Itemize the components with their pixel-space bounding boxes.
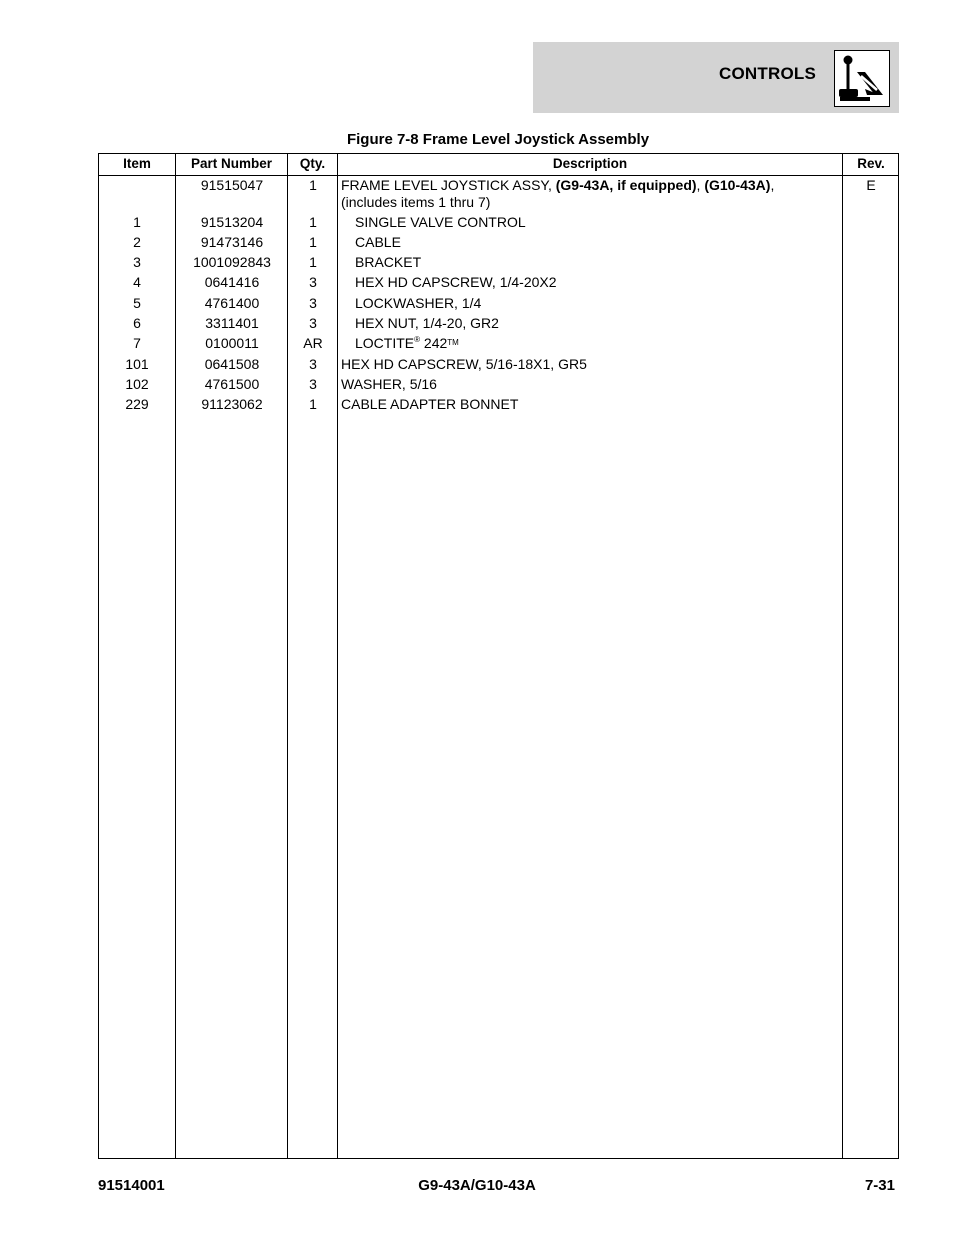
column-header-part-number: Part Number [190, 156, 273, 171]
cell-part-number: 0641416 [204, 274, 260, 290]
cell-part-number: 91515047 [200, 177, 264, 193]
desc-text: , [770, 177, 775, 193]
cell-item: 5 [133, 295, 141, 311]
cell-qty: 3 [309, 315, 317, 331]
desc-text-bold: (G9-43A, if equipped) [555, 177, 697, 193]
cell-qty: 3 [309, 274, 317, 290]
cell-qty: 1 [309, 177, 317, 193]
cell-description: LOCKWASHER, 1/4 [355, 295, 482, 311]
desc-text: , [696, 177, 705, 193]
section-title: CONTROLS [719, 64, 816, 83]
section-tab [533, 42, 899, 113]
cell-part-number: 0100011 [205, 335, 259, 351]
cell-description: BRACKET [355, 254, 422, 270]
cell-item: 102 [125, 376, 149, 392]
cell-part-number: 3311401 [205, 315, 259, 331]
cell-description: HEX NUT, 1/4-20, GR2 [355, 315, 499, 331]
desc-text: 242 [420, 335, 448, 351]
cell-rev: E [866, 177, 876, 193]
cell-description: CABLE [355, 234, 401, 250]
cell-qty: 1 [309, 396, 317, 412]
figure-title: Figure 7-8 Frame Level Joystick Assembly [346, 131, 650, 148]
cell-item: 7 [133, 335, 141, 351]
cell-part-number: 4761500 [204, 376, 260, 392]
column-header-qty: Qty. [299, 156, 326, 171]
cell-qty: 1 [309, 234, 317, 250]
cell-qty: 3 [309, 376, 317, 392]
cell-part-number: 91513204 [200, 214, 264, 230]
desc-text: LOCTITE [355, 335, 415, 351]
registered-mark: ® [414, 335, 421, 344]
cell-item: 6 [133, 315, 141, 331]
cell-description: WASHER, 5/16 [341, 376, 437, 392]
header-divider [99, 175, 898, 176]
trademark-mark: TM [447, 338, 459, 347]
cell-item: 3 [133, 254, 141, 270]
cell-part-number: 4761400 [204, 295, 260, 311]
cell-part-number: 91473146 [200, 234, 264, 250]
cell-qty: 1 [309, 214, 317, 230]
cell-description: HEX HD CAPSCREW, 1/4-20X2 [355, 274, 557, 290]
cell-part-number: 1001092843 [193, 254, 271, 270]
cell-description [341, 177, 841, 193]
cell-item: 2 [133, 234, 141, 250]
cell-description [355, 335, 855, 351]
joystick-icon [834, 50, 890, 107]
cell-description: CABLE ADAPTER BONNET [341, 396, 519, 412]
column-header-rev: Rev. [857, 156, 885, 171]
column-header-item: Item [123, 156, 151, 171]
cell-description-line2: (includes items 1 thru 7) [341, 194, 491, 210]
cell-item: 4 [133, 274, 141, 290]
cell-item: 101 [125, 356, 149, 372]
cell-part-number: 0641508 [204, 356, 260, 372]
cell-qty: 3 [309, 295, 317, 311]
column-header-description: Description [552, 156, 628, 171]
cell-description: HEX HD CAPSCREW, 5/16-18X1, GR5 [341, 356, 587, 372]
cell-qty: 1 [309, 254, 317, 270]
cell-qty: AR [303, 335, 323, 351]
cell-part-number: 91123062 [201, 396, 263, 412]
footer-page-number: 7-31 [864, 1177, 895, 1194]
footer-document-number: 91514001 [98, 1177, 165, 1194]
desc-text: FRAME LEVEL JOYSTICK ASSY, [341, 177, 556, 193]
cell-description: SINGLE VALVE CONTROL [355, 214, 526, 230]
parts-table [98, 153, 899, 1159]
cell-item: 1 [133, 214, 141, 230]
cell-qty: 3 [309, 356, 317, 372]
desc-text-bold: (G10-43A) [704, 177, 771, 193]
footer-model: G9-43A/G10-43A [418, 1177, 536, 1194]
cell-item: 229 [125, 396, 149, 412]
